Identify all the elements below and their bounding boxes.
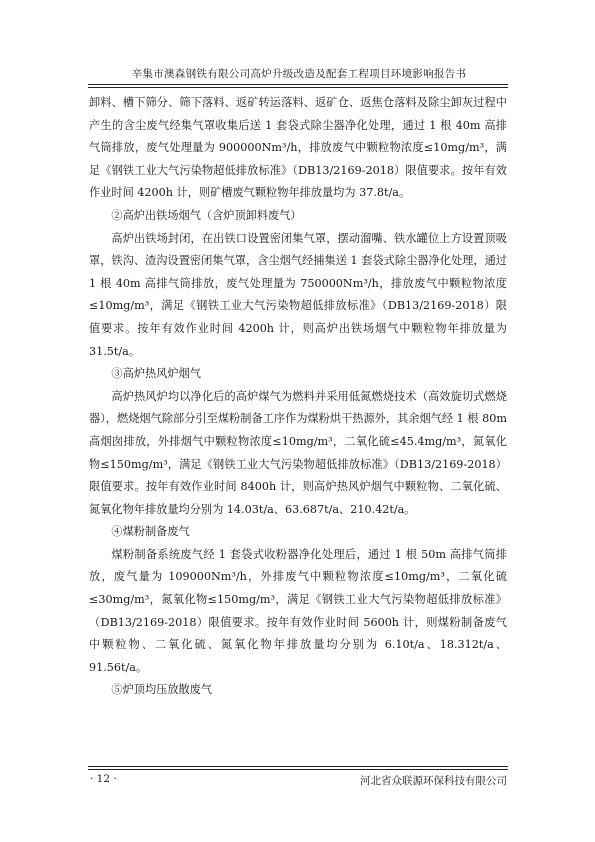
heading-hot-stove-flue-gas: ③高炉热风炉烟气 — [111, 367, 201, 381]
paragraph-taphouse-fume: 高炉出铁场封闭，在出铁口设置密闭集气罩，摆动溜嘴、铁水罐位上方设置顶吸罩，铁沟、渣沟设置密闭集气罩，含尘烟气经捕集送 1 套袋式除尘器净化处理，通过 1 根 40m 高排气筒排放，废气处理量为 750000Nm³/h，排放废气中颗粒物浓度≤10mg/m³，满足《钢铁工业大气污染物超低排放标准》（DB13/2169-2018）限值要求。按年有效作业时间 4200h 计，则高炉出铁场烟气中颗粒物年排放量为 31.5t/a。 — [89, 231, 507, 358]
footer-rule-thin — [88, 766, 508, 767]
heading-furnace-top-pressure-gas: ⑤炉顶均压放散废气 — [111, 683, 213, 697]
footer-company: 河北省众联源环保科技有限公司 — [360, 775, 507, 787]
header-rule-thick — [88, 84, 508, 85]
paragraph-mine-trough: 卸料、槽下筛分、筛下落料、返矿转运落料、返矿仓、返焦仓落料及除尘卸灰过程中产生的含尘废气经集气罩收集后送 1 套袋式除尘器净化处理，通过 1 根 40m 高排气筒排放，废气处理量为 900000Nm³/h，排放废气中颗粒物浓度≤10mg/m³，满足《钢铁工业大气污染物超低排放标准》（DB13/2169-2018）限值要求。按年有效作业时间 4200h 计，则矿槽废气颗粒物年排放量均为 37.8t/a。 — [89, 96, 507, 200]
footer-rule-thick — [88, 769, 508, 770]
paragraph-hot-stove-flue-gas: 高炉热风炉均以净化后的高炉煤气为燃料并采用低氮燃烧技术（高效旋切式燃烧器），燃烧烟气除部分引至煤粉制备工序作为煤粉烘干热源外，其余烟气经 1 根 80m 高烟囱排放，外排烟气中颗粒物浓度≤10mg/m³，二氧化硫≤45.4mg/m³，氮氧化物≤150mg/m³，满足《钢铁工业大气污染物超低排放标准》（DB13/2169-2018）限值要求。按年有效作业时间 8400h 计，则高炉热风炉烟气中颗粒物、二氧化硫、氮氧化物年排放量均分别为 14.03t/a、63.687t/a、210.42t/a。 — [89, 389, 507, 516]
header-rule-thin — [88, 87, 508, 88]
paragraph-coal-powder-gas: 煤粉制备系统废气经 1 套袋式收粉器净化处理后，通过 1 根 50m 高排气筒排放，废气量为 109000Nm³/h，外排废气中颗粒物浓度≤10mg/m³，二氧化硫≤30mg/m³，氮氧化物≤150mg/m³，满足《钢铁工业大气污染物超低排放标准》（DB13/2169-2018）限值要求。按年有效作业时间 5600h 计，则煤粉制备废气中颗粒物、二氧化硫、氮氧化物年排放量均分别为 6.10t/a、18.312t/a、91.56t/a。 — [89, 547, 507, 674]
page-number: · 12 · — [90, 773, 117, 785]
heading-coal-powder-gas: ④煤粉制备废气 — [111, 525, 190, 539]
heading-taphouse-fume: ②高炉出铁场烟气（含炉顶卸料废气） — [111, 208, 302, 222]
document-body — [89, 92, 507, 702]
page-header: 辛集市澳森钢铁有限公司高炉升级改造及配套工程项目环境影响报告书 — [131, 68, 467, 80]
